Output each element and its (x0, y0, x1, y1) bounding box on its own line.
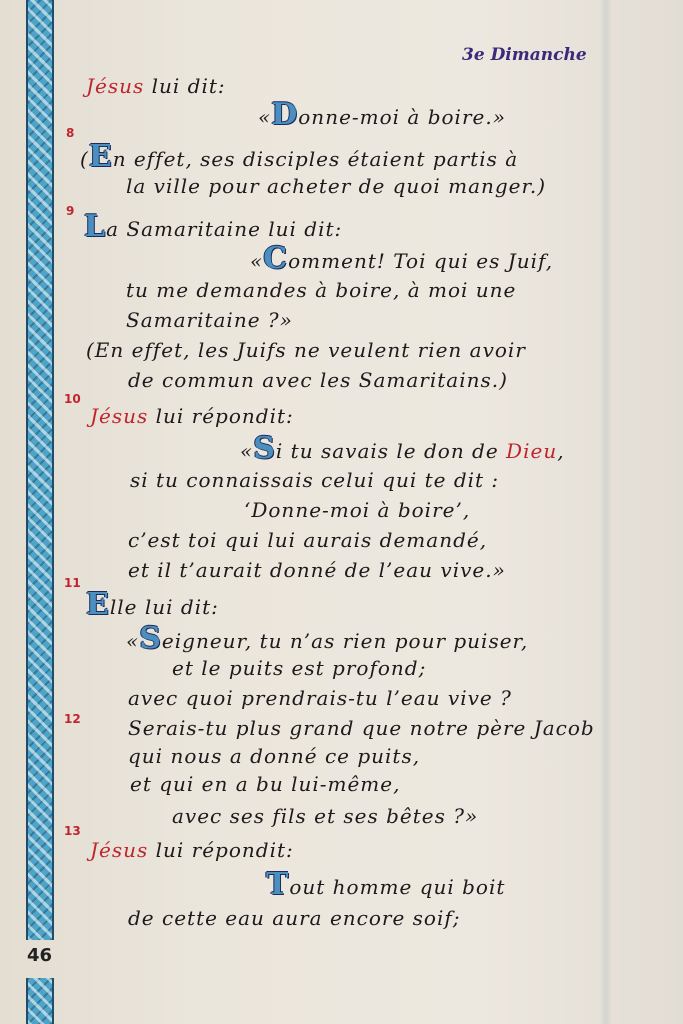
text-line-25 (90, 838, 294, 862)
drop-cap: L (84, 209, 107, 244)
drop-cap: D (271, 97, 299, 132)
verse-number-10: 10 (64, 392, 81, 406)
decorative-border-strip-bottom (26, 978, 54, 1024)
text-line-26 (266, 867, 506, 902)
line-text: onne-moi à boire.» (298, 105, 506, 129)
text-line-10: de commun avec les Samaritains.) (128, 368, 508, 392)
text-line-8: Samaritaine ?» (126, 308, 293, 332)
word-dieu: Dieu (506, 439, 558, 463)
quote-mark: « (258, 105, 272, 129)
line-text: out homme qui boit (289, 875, 506, 899)
verse-number-13: 13 (64, 824, 81, 838)
text-line-2 (258, 97, 506, 132)
line-text: n effet, ses disciples étaient partis à (112, 147, 519, 171)
text-line-22: qui nous a donné ce puits, (128, 744, 421, 768)
text-line-17 (86, 587, 219, 622)
text-line-24: avec ses fils et ses bêtes ?» (172, 804, 479, 828)
text-line-19: et le puits est profond; (172, 656, 427, 680)
quote-mark: « (126, 629, 140, 653)
text-line-6 (250, 241, 554, 276)
decorative-border-strip (26, 0, 54, 940)
drop-cap: S (253, 431, 276, 466)
text-line-11 (90, 404, 294, 428)
text-line-27: de cette eau aura encore soif; (128, 906, 461, 930)
page-number: 46 (27, 945, 53, 966)
text-line-21: Serais-tu plus grand que notre père Jacob (128, 716, 595, 740)
text-line-15: c’est toi qui lui aurais demandé, (128, 528, 488, 552)
text-line-9: (En effet, les Juifs ne veulent rien avoir (86, 338, 526, 362)
text-line-7: tu me demandes à boire, à moi une (126, 278, 517, 302)
quote-mark: « (250, 249, 264, 273)
line-text: i tu savais le don de (275, 439, 507, 463)
speaker-jesus: Jésus (90, 838, 149, 862)
text-line-5 (84, 209, 343, 244)
text-line-4: la ville pour acheter de quoi manger.) (126, 174, 547, 198)
drop-cap: T (266, 867, 290, 902)
verse-number-9: 9 (66, 204, 75, 218)
line-text: omment! Toi qui es Juif, (288, 249, 554, 273)
line-text: lui répondit: (148, 838, 294, 862)
text-line-1 (86, 74, 226, 98)
verse-number-8: 8 (66, 126, 75, 140)
line-text: lui dit: (144, 74, 226, 98)
page-spine-shadow (600, 0, 612, 1024)
text-line-13: si tu connaissais celui qui te dit : (130, 468, 500, 492)
text-line-16: et il t’aurait donné de l’eau vive.» (128, 558, 506, 582)
running-header: 3e Dimanche (462, 45, 587, 65)
line-text: a Samaritaine lui dit: (106, 217, 343, 241)
text-line-12 (240, 431, 565, 466)
text-line-20: avec quoi prendrais-tu l’eau vive ? (128, 686, 512, 710)
text-line-18 (126, 621, 529, 656)
verse-number-12: 12 (64, 712, 81, 726)
verse-number-11: 11 (64, 576, 81, 590)
drop-cap: C (263, 241, 289, 276)
drop-cap: E (86, 587, 110, 622)
drop-cap: E (88, 139, 113, 174)
text-line-3 (80, 139, 519, 174)
line-text: lui répondit: (148, 404, 294, 428)
line-text: eigneur, tu n’as rien pour puiser, (161, 629, 529, 653)
line-text: , (557, 439, 565, 463)
quote-mark: « (240, 439, 254, 463)
text-line-23: et qui en a bu lui-même, (130, 772, 401, 796)
drop-cap: S (139, 621, 162, 656)
text-line-14: ‘Donne-moi à boire’, (244, 498, 471, 522)
speaker-jesus: Jésus (90, 404, 149, 428)
line-text: lle lui dit: (109, 595, 219, 619)
paren: ( (80, 147, 89, 171)
speaker-jesus: Jésus (86, 74, 145, 98)
